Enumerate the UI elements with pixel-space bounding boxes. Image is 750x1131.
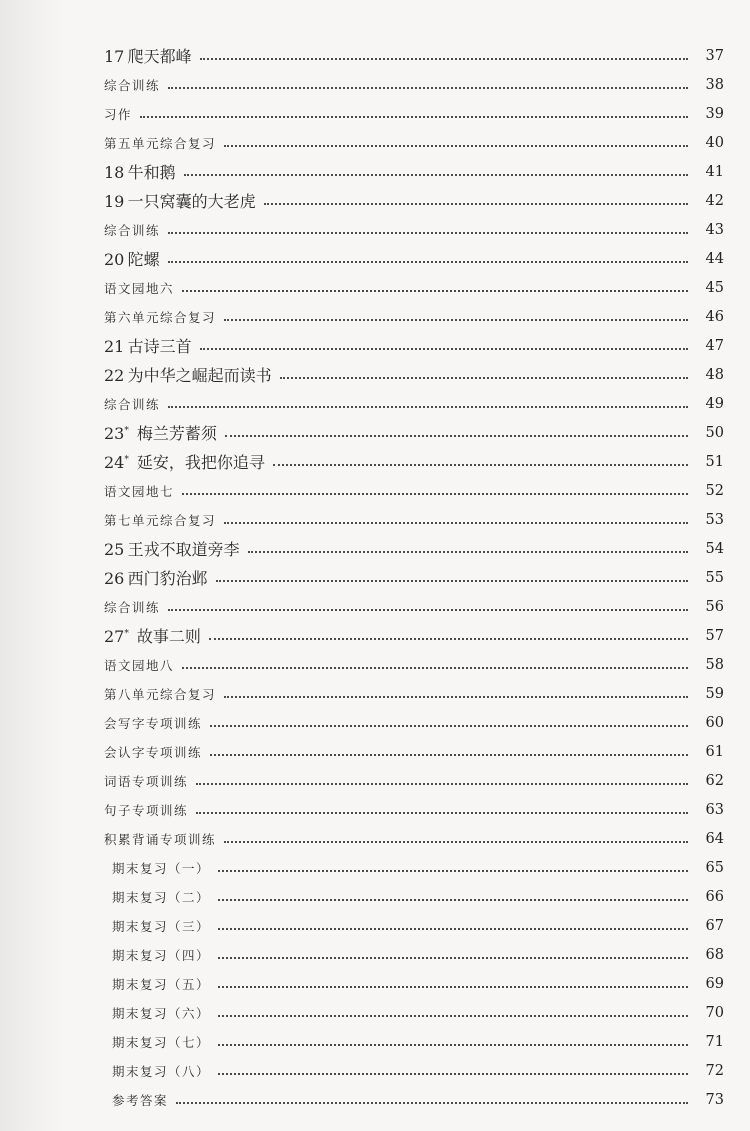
toc-entry[interactable] — [104, 215, 724, 244]
dot-leader — [224, 839, 688, 843]
toc-entry-page-number: 50 — [705, 424, 724, 441]
toc-entry[interactable] — [104, 534, 724, 563]
dot-leader — [224, 143, 688, 147]
toc-entry-title: 参考答案 — [112, 1092, 169, 1108]
toc-entry-label — [112, 1062, 210, 1080]
toc-entry-label — [104, 221, 160, 239]
toc-entry[interactable] — [104, 969, 724, 998]
dot-leader — [176, 1100, 688, 1104]
toc-entry-page-number: 45 — [705, 279, 724, 296]
toc-entry-title: 习作 — [104, 106, 133, 122]
toc-entry-label — [112, 888, 210, 906]
toc-entry-title: 期末复习（七） — [112, 1034, 211, 1050]
toc-entry[interactable] — [104, 679, 724, 708]
toc-entry-label — [104, 685, 216, 703]
toc-entry-page-number: 54 — [705, 540, 724, 557]
toc-entry-label — [112, 917, 210, 935]
toc-entry-label — [104, 247, 160, 270]
toc-entry[interactable] — [104, 447, 724, 476]
dot-leader — [218, 926, 688, 930]
toc-entry-page-number: 47 — [705, 337, 724, 354]
toc-entry-label — [104, 363, 272, 386]
toc-entry[interactable] — [104, 273, 724, 302]
toc-entry-optional-mark: * — [124, 426, 129, 436]
dot-leader — [224, 317, 688, 321]
dot-leader — [168, 404, 688, 408]
table-of-contents — [104, 41, 724, 1114]
toc-entry[interactable] — [104, 563, 724, 592]
toc-entry-label — [104, 598, 160, 616]
dot-leader — [218, 1042, 688, 1046]
toc-entry[interactable] — [104, 1085, 724, 1114]
toc-entry-title: 陀螺 — [127, 250, 160, 269]
toc-entry-page-number: 72 — [705, 1062, 724, 1079]
toc-entry-page-number: 42 — [705, 192, 724, 209]
toc-entry[interactable] — [104, 389, 724, 418]
toc-entry-title: 第五单元综合复习 — [104, 135, 217, 151]
toc-entry[interactable] — [104, 592, 724, 621]
toc-entry[interactable] — [104, 41, 724, 70]
toc-entry-label — [104, 44, 192, 67]
dot-leader — [140, 114, 688, 118]
toc-entry-label — [104, 160, 176, 183]
toc-entry-title: 会认字专项训练 — [104, 744, 203, 760]
toc-entry-label — [104, 421, 217, 444]
toc-entry-page-number: 55 — [705, 569, 724, 586]
dot-leader — [218, 955, 688, 959]
toc-entry-title: 期末复习（五） — [112, 976, 211, 992]
toc-entry-label — [104, 279, 174, 297]
toc-entry-label — [104, 308, 216, 326]
toc-entry-page-number: 73 — [705, 1091, 724, 1108]
dot-leader — [210, 723, 688, 727]
toc-entry-title: 故事二则 — [136, 627, 201, 646]
toc-entry-page-number: 40 — [705, 134, 724, 151]
toc-entry-number: 24 — [104, 453, 125, 472]
toc-entry-optional-mark: * — [124, 629, 129, 639]
toc-entry-number: 26 — [104, 569, 125, 588]
toc-entry[interactable] — [104, 99, 724, 128]
toc-entry[interactable] — [104, 940, 724, 969]
toc-entry-title: 语文园地七 — [104, 483, 175, 499]
toc-entry-title: 综合训练 — [104, 396, 161, 412]
toc-entry-title: 爬天都峰 — [127, 47, 192, 66]
toc-entry-title: 第八单元综合复习 — [104, 686, 217, 702]
toc-entry-number: 20 — [104, 250, 125, 269]
toc-entry-title: 句子专项训练 — [104, 802, 189, 818]
toc-entry-label — [104, 801, 188, 819]
toc-entry[interactable] — [104, 157, 724, 186]
toc-entry-label — [104, 134, 216, 152]
toc-entry-label — [104, 743, 202, 761]
toc-entry-title: 期末复习（四） — [112, 947, 211, 963]
dot-leader — [184, 172, 688, 176]
dot-leader — [218, 1071, 688, 1075]
toc-entry-page-number: 71 — [705, 1033, 724, 1050]
toc-entry-number: 21 — [104, 337, 125, 356]
toc-entry-page-number: 51 — [705, 453, 724, 470]
toc-entry-number: 17 — [104, 47, 125, 66]
toc-entry-number: 23 — [104, 424, 125, 443]
toc-entry-page-number: 57 — [705, 627, 724, 644]
toc-entry[interactable] — [104, 331, 724, 360]
toc-entry-label — [104, 76, 160, 94]
toc-entry-label — [112, 975, 210, 993]
dot-leader — [218, 897, 688, 901]
toc-entry-page-number: 56 — [705, 598, 724, 615]
toc-entry-title: 为中华之崛起而读书 — [127, 366, 272, 385]
toc-entry-page-number: 39 — [705, 105, 724, 122]
dot-leader — [273, 462, 688, 466]
toc-entry-number: 22 — [104, 366, 125, 385]
toc-entry-title: 西门豹治邺 — [127, 569, 208, 588]
dot-leader — [168, 85, 688, 89]
dot-leader — [200, 56, 688, 60]
toc-entry-title: 期末复习（二） — [112, 889, 211, 905]
toc-entry-title: 牛和鹅 — [127, 163, 176, 182]
toc-entry-page-number: 68 — [705, 946, 724, 963]
toc-entry-label — [104, 511, 216, 529]
toc-entry[interactable] — [104, 824, 724, 853]
toc-entry-page-number: 65 — [705, 859, 724, 876]
toc-entry-title: 语文园地八 — [104, 657, 175, 673]
dot-leader — [182, 665, 688, 669]
toc-entry-page-number: 43 — [705, 221, 724, 238]
dot-leader — [200, 346, 688, 350]
toc-entry[interactable] — [104, 708, 724, 737]
toc-entry[interactable] — [104, 621, 724, 650]
dot-leader — [210, 752, 688, 756]
toc-entry-title: 第六单元综合复习 — [104, 309, 217, 325]
toc-entry-optional-mark: * — [124, 455, 129, 465]
toc-entry[interactable] — [104, 737, 724, 766]
toc-entry-label — [112, 1033, 210, 1051]
toc-entry-page-number: 64 — [705, 830, 724, 847]
toc-entry-page-number: 60 — [705, 714, 724, 731]
toc-entry-number: 18 — [104, 163, 125, 182]
dot-leader — [218, 1013, 688, 1017]
dot-leader — [196, 810, 688, 814]
toc-entry-number: 27 — [104, 627, 125, 646]
toc-entry[interactable] — [104, 795, 724, 824]
toc-entry-label — [112, 946, 210, 964]
toc-entry[interactable] — [104, 476, 724, 505]
toc-entry-title: 期末复习（八） — [112, 1063, 211, 1079]
toc-entry-label — [104, 395, 160, 413]
dot-leader — [168, 259, 688, 263]
toc-entry-page-number: 59 — [705, 685, 724, 702]
toc-entry-title: 词语专项训练 — [104, 773, 189, 789]
toc-entry-label — [104, 656, 174, 674]
toc-entry-number: 19 — [104, 192, 125, 211]
toc-entry[interactable] — [104, 650, 724, 679]
toc-entry-title: 延安，我把你追寻 — [136, 453, 265, 472]
toc-entry-page-number: 61 — [705, 743, 724, 760]
toc-entry[interactable] — [104, 998, 724, 1027]
toc-entry[interactable] — [104, 186, 724, 215]
toc-entry-title: 期末复习（六） — [112, 1005, 211, 1021]
toc-entry-label — [112, 1091, 168, 1109]
toc-entry-number: 25 — [104, 540, 125, 559]
toc-entry-page-number: 41 — [705, 163, 724, 180]
toc-entry-title: 会写字专项训练 — [104, 715, 203, 731]
dot-leader — [218, 868, 688, 872]
toc-entry-label — [104, 566, 208, 589]
toc-entry-page-number: 58 — [705, 656, 724, 673]
toc-entry[interactable] — [104, 853, 724, 882]
toc-entry[interactable] — [104, 418, 724, 447]
toc-entry[interactable] — [104, 766, 724, 795]
toc-entry-title: 期末复习（一） — [112, 860, 211, 876]
page-spine-shadow — [0, 0, 64, 1131]
dot-leader — [264, 201, 688, 205]
toc-entry[interactable] — [104, 70, 724, 99]
toc-entry[interactable] — [104, 1027, 724, 1056]
toc-entry-label — [104, 624, 201, 647]
toc-entry-page-number: 52 — [705, 482, 724, 499]
toc-entry-label — [104, 334, 192, 357]
toc-entry-label — [104, 714, 202, 732]
toc-entry[interactable] — [104, 360, 724, 389]
dot-leader — [224, 694, 688, 698]
dot-leader — [225, 433, 688, 437]
toc-entry-title: 期末复习（三） — [112, 918, 211, 934]
toc-entry[interactable] — [104, 911, 724, 940]
toc-entry-label — [104, 772, 188, 790]
toc-entry-label — [104, 105, 132, 123]
toc-entry[interactable] — [104, 505, 724, 534]
dot-leader — [196, 781, 688, 785]
toc-entry-page-number: 70 — [705, 1004, 724, 1021]
toc-entry-title: 语文园地六 — [104, 280, 175, 296]
toc-entry-label — [104, 189, 256, 212]
toc-entry-label — [104, 537, 240, 560]
toc-entry[interactable] — [104, 1056, 724, 1085]
toc-entry-page-number: 66 — [705, 888, 724, 905]
dot-leader — [168, 607, 688, 611]
toc-entry[interactable] — [104, 128, 724, 157]
toc-entry-label — [112, 859, 210, 877]
toc-entry-label — [104, 482, 174, 500]
toc-entry-page-number: 37 — [705, 47, 724, 64]
dot-leader — [280, 375, 688, 379]
toc-entry-title: 第七单元综合复习 — [104, 512, 217, 528]
toc-entry-page-number: 62 — [705, 772, 724, 789]
dot-leader — [248, 549, 688, 553]
toc-entry-page-number: 44 — [705, 250, 724, 267]
toc-entry-title: 综合训练 — [104, 77, 161, 93]
toc-entry-page-number: 38 — [705, 76, 724, 93]
toc-entry-label — [112, 1004, 210, 1022]
toc-entry[interactable] — [104, 302, 724, 331]
toc-entry-page-number: 49 — [705, 395, 724, 412]
toc-entry-title: 综合训练 — [104, 599, 161, 615]
toc-entry-page-number: 48 — [705, 366, 724, 383]
toc-entry-title: 积累背诵专项训练 — [104, 831, 217, 847]
dot-leader — [209, 636, 688, 640]
dot-leader — [182, 288, 688, 292]
toc-entry-page-number: 63 — [705, 801, 724, 818]
toc-entry-title: 梅兰芳蓄须 — [136, 424, 217, 443]
dot-leader — [182, 491, 688, 495]
toc-entry-page-number: 69 — [705, 975, 724, 992]
dot-leader — [216, 578, 688, 582]
toc-entry-title: 综合训练 — [104, 222, 161, 238]
toc-entry-page-number: 67 — [705, 917, 724, 934]
dot-leader — [224, 520, 688, 524]
toc-entry-page-number: 46 — [705, 308, 724, 325]
toc-entry-label — [104, 450, 265, 473]
toc-entry-title: 王戎不取道旁李 — [127, 540, 240, 559]
toc-entry-page-number: 53 — [705, 511, 724, 528]
toc-entry-title: 古诗三首 — [127, 337, 192, 356]
dot-leader — [218, 984, 688, 988]
toc-entry[interactable] — [104, 244, 724, 273]
toc-entry[interactable] — [104, 882, 724, 911]
dot-leader — [168, 230, 688, 234]
toc-entry-label — [104, 830, 216, 848]
toc-entry-title: 一只窝囊的大老虎 — [127, 192, 256, 211]
